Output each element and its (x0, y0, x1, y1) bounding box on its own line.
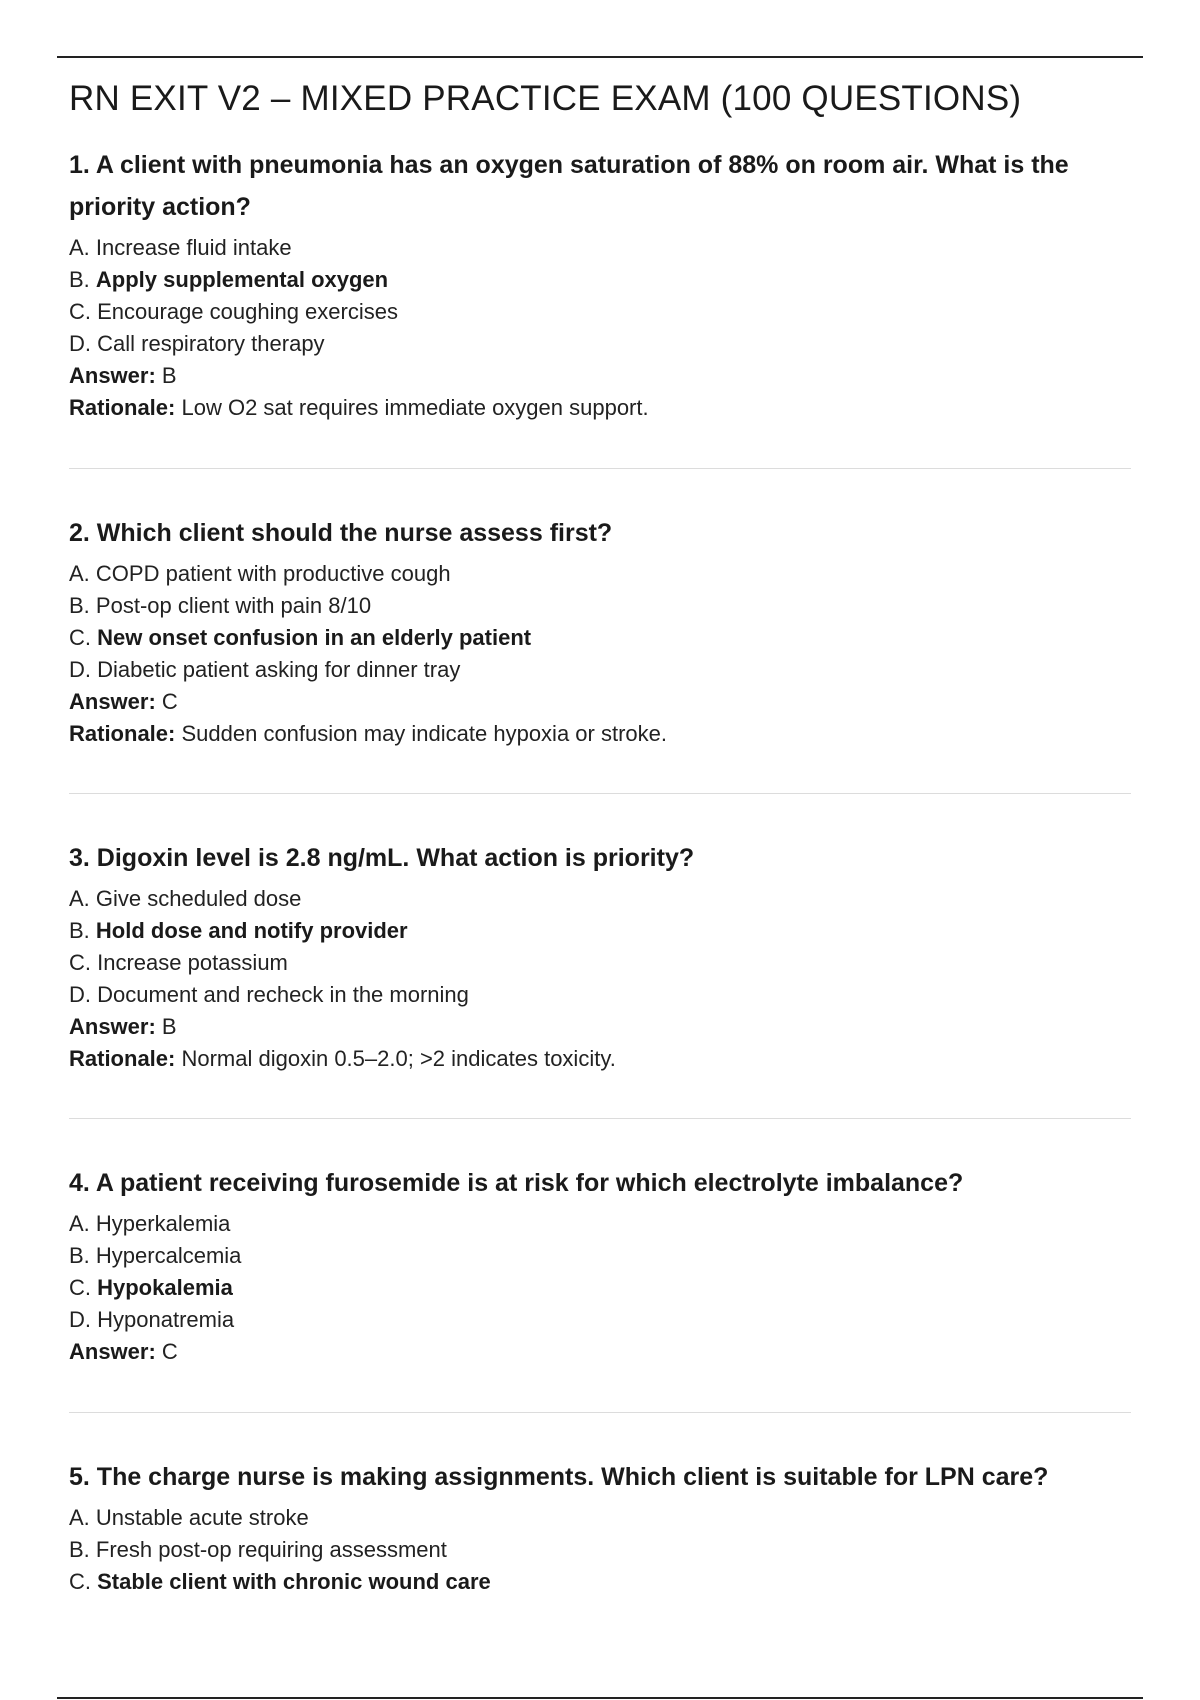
answer-value: B (161, 1014, 177, 1039)
exam-document (69, 74, 1131, 1594)
option-d (69, 654, 1131, 686)
option-text: COPD patient with productive cough (95, 561, 451, 586)
option-c (69, 622, 1131, 654)
option-letter: C. (69, 1275, 91, 1300)
option-letter: A. (69, 235, 90, 260)
option-letter: A. (69, 561, 90, 586)
option-letter: C. (69, 625, 91, 650)
option-text: Unstable acute stroke (95, 1505, 309, 1530)
option-letter: A. (69, 886, 90, 911)
question-text: 1. A client with pneumonia has an oxygen saturation of 88% on room air. What is the priority action? (69, 151, 1069, 221)
option-d (69, 1304, 1131, 1336)
option-text-correct: Hold dose and notify provider (95, 918, 408, 943)
question-divider (69, 1118, 1131, 1119)
rationale-label: Rationale: (69, 395, 176, 420)
option-d (69, 979, 1131, 1011)
option-text: Call respiratory therapy (97, 331, 325, 356)
option-text: Increase potassium (97, 950, 288, 975)
answer-line (69, 1336, 1131, 1368)
top-rule (57, 56, 1143, 58)
rationale-text: Low O2 sat requires immediate oxygen support. (181, 395, 649, 420)
option-text: Document and recheck in the morning (97, 982, 469, 1007)
answer-line (69, 1011, 1131, 1043)
option-b (69, 915, 1131, 947)
answer-label: Answer: (69, 1014, 156, 1039)
option-letter: B. (69, 267, 90, 292)
option-text: Hyponatremia (97, 1307, 235, 1332)
rationale-label: Rationale: (69, 721, 176, 746)
option-text: Diabetic patient asking for dinner tray (97, 657, 461, 682)
bottom-rule (57, 1697, 1143, 1699)
option-a (69, 558, 1131, 590)
option-a (69, 883, 1131, 915)
option-c (69, 1566, 1131, 1598)
answer-value: B (161, 363, 177, 388)
question-4 (69, 1162, 1131, 1368)
option-d (69, 328, 1131, 360)
answer-label: Answer: (69, 1339, 156, 1364)
option-c (69, 1272, 1131, 1304)
option-c (69, 296, 1131, 328)
question-text: 4. A patient receiving furosemide is at risk for which electrolyte imbalance? (69, 1169, 964, 1197)
answer-label: Answer: (69, 363, 156, 388)
question-1 (69, 144, 1131, 424)
question-3 (69, 837, 1131, 1075)
option-letter: C. (69, 1569, 91, 1594)
answer-value: C (161, 1339, 178, 1364)
option-text: Increase fluid intake (95, 235, 292, 260)
option-text-correct: Hypokalemia (97, 1275, 233, 1300)
option-text: Encourage coughing exercises (97, 299, 398, 324)
question-text: 3. Digoxin level is 2.8 ng/mL. What action is priority? (69, 844, 695, 872)
answer-line (69, 360, 1131, 392)
rationale-line (69, 1043, 1131, 1075)
option-letter: B. (69, 1243, 90, 1268)
answer-line (69, 686, 1131, 718)
question-text: 2. Which client should the nurse assess first? (69, 519, 613, 547)
rationale-text: Sudden confusion may indicate hypoxia or stroke. (181, 721, 667, 746)
option-letter: C. (69, 950, 91, 975)
option-letter: D. (69, 1307, 91, 1332)
option-letter: B. (69, 918, 90, 943)
option-text: Post-op client with pain 8/10 (95, 593, 372, 618)
rationale-label: Rationale: (69, 1046, 176, 1071)
option-letter: A. (69, 1211, 90, 1236)
option-text-correct: Stable client with chronic wound care (97, 1569, 491, 1594)
option-text: Fresh post-op requiring assessment (95, 1537, 447, 1562)
answer-value: C (161, 689, 178, 714)
question-divider (69, 793, 1131, 794)
option-text: Hypercalcemia (95, 1243, 242, 1268)
option-c (69, 947, 1131, 979)
option-text-correct: New onset confusion in an elderly patient (97, 625, 532, 650)
question-5 (69, 1456, 1131, 1598)
option-text: Hyperkalemia (95, 1211, 231, 1236)
option-letter: A. (69, 1505, 90, 1530)
question-divider (69, 1412, 1131, 1413)
option-a (69, 1208, 1131, 1240)
option-letter: D. (69, 657, 91, 682)
option-text-correct: Apply supplemental oxygen (95, 267, 389, 292)
option-letter: B. (69, 1537, 90, 1562)
option-b (69, 264, 1131, 296)
question-2 (69, 512, 1131, 750)
rationale-line (69, 718, 1131, 750)
rationale-text: Normal digoxin 0.5–2.0; >2 indicates toxicity. (181, 1046, 616, 1071)
option-letter: D. (69, 982, 91, 1007)
option-a (69, 1502, 1131, 1534)
option-letter: D. (69, 331, 91, 356)
answer-label: Answer: (69, 689, 156, 714)
option-b (69, 1534, 1131, 1566)
option-letter: B. (69, 593, 90, 618)
rationale-line (69, 392, 1131, 424)
question-divider (69, 468, 1131, 469)
option-a (69, 232, 1131, 264)
option-text: Give scheduled dose (95, 886, 302, 911)
question-text: 5. The charge nurse is making assignments. Which client is suitable for LPN care? (69, 1463, 1049, 1491)
option-b (69, 1240, 1131, 1272)
option-letter: C. (69, 299, 91, 324)
page-title: RN EXIT V2 – MIXED PRACTICE EXAM (100 QUESTIONS) (69, 79, 1022, 118)
option-b (69, 590, 1131, 622)
